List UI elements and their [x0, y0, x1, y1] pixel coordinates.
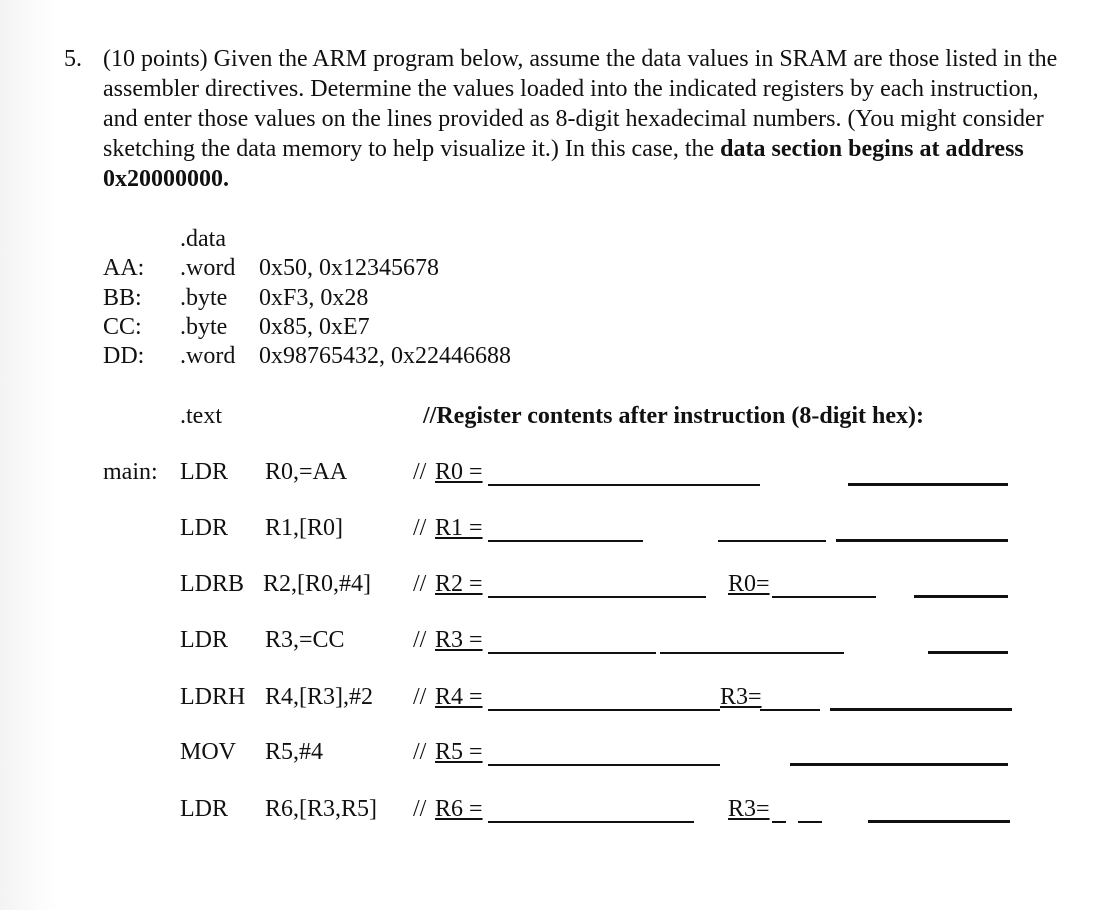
instruction-op: MOV — [180, 739, 237, 765]
comment-slash: // — [413, 515, 427, 541]
comment-register: R3 = — [435, 627, 483, 653]
answer-blank[interactable] — [868, 820, 1010, 823]
data-values: 0x98765432, 0x22446688 — [259, 343, 511, 369]
answer-blank[interactable] — [790, 763, 1008, 766]
data-directive-type: .word — [180, 343, 236, 369]
comment-slash: // — [413, 739, 427, 765]
question-emphasis: data section begins at address 0x20000000. — [103, 136, 1024, 192]
instruction-args: R6,[R3,R5] — [265, 796, 378, 822]
answer-blank[interactable] — [798, 821, 822, 823]
extra-register-label: R0= — [728, 571, 770, 597]
data-values: 0x50, 0x12345678 — [259, 255, 439, 281]
instruction-args: R4,[R3],#2 — [265, 684, 373, 710]
answer-blank[interactable] — [488, 821, 694, 823]
data-directive-type: .byte — [180, 285, 228, 311]
answer-blank[interactable] — [836, 539, 1008, 542]
instruction-args: R5,#4 — [265, 739, 324, 765]
data-directive-type: .word — [180, 255, 236, 281]
answer-blank[interactable] — [718, 540, 826, 542]
data-label: BB: — [103, 285, 142, 311]
answer-blank[interactable] — [848, 483, 1008, 486]
answer-blank[interactable] — [488, 484, 760, 486]
answer-blank[interactable] — [488, 709, 720, 711]
data-values: 0xF3, 0x28 — [259, 285, 369, 311]
instruction-args: R3,=CC — [265, 627, 345, 653]
instruction-op: LDR — [180, 459, 228, 485]
data-label: DD: — [103, 343, 145, 369]
register-contents-header: //Register contents after instruction (8-digit hex): — [423, 403, 925, 429]
answer-blank[interactable] — [488, 596, 706, 598]
extra-register-label: R3= — [728, 796, 770, 822]
instruction-args: R0,=AA — [265, 459, 348, 485]
answer-blank[interactable] — [772, 821, 786, 823]
instruction-op: LDR — [180, 796, 228, 822]
answer-blank[interactable] — [830, 708, 1012, 711]
answer-blank[interactable] — [488, 652, 656, 654]
comment-slash: // — [413, 796, 427, 822]
extra-register-label: R3= — [720, 684, 762, 710]
comment-slash: // — [413, 627, 427, 653]
instruction-op: LDR — [180, 515, 228, 541]
comment-register: R0 = — [435, 459, 483, 485]
answer-blank[interactable] — [928, 651, 1008, 654]
question-intro: (10 points) Given the ARM program below, assume the data values in SRAM are those listed in the assembler directives. Determine the values loaded into the indicated registers by each instruction, and enter those values on the lines provided as 8-digit hexadecimal numbers. (You might consider sketching the data memory to help visualize it.) In this case, the — [103, 46, 1058, 162]
comment-slash: // — [413, 459, 427, 485]
text-directive: .text — [180, 403, 222, 429]
instruction-args: R2,[R0,#4] — [263, 571, 371, 597]
answer-blank[interactable] — [914, 595, 1008, 598]
data-label: AA: — [103, 255, 145, 281]
comment-register: R4 = — [435, 684, 483, 710]
comment-slash: // — [413, 684, 427, 710]
answer-blank[interactable] — [760, 709, 820, 711]
question-number: 5. — [64, 46, 82, 72]
comment-register: R6 = — [435, 796, 483, 822]
comment-register: R1 = — [435, 515, 483, 541]
comment-register: R5 = — [435, 739, 483, 765]
data-directive: .data — [180, 226, 226, 252]
answer-blank[interactable] — [488, 764, 720, 766]
main-label: main: — [103, 459, 158, 485]
instruction-op: LDR — [180, 627, 228, 653]
instruction-op: LDRH — [180, 684, 246, 710]
comment-register: R2 = — [435, 571, 483, 597]
answer-blank[interactable] — [660, 652, 844, 654]
data-values: 0x85, 0xE7 — [259, 314, 370, 340]
data-label: CC: — [103, 314, 142, 340]
answer-blank[interactable] — [488, 540, 643, 542]
comment-slash: // — [413, 571, 427, 597]
instruction-op: LDRB — [180, 571, 245, 597]
question-text — [103, 44, 1063, 194]
answer-blank[interactable] — [772, 596, 876, 598]
instruction-args: R1,[R0] — [265, 515, 343, 541]
data-directive-type: .byte — [180, 314, 228, 340]
